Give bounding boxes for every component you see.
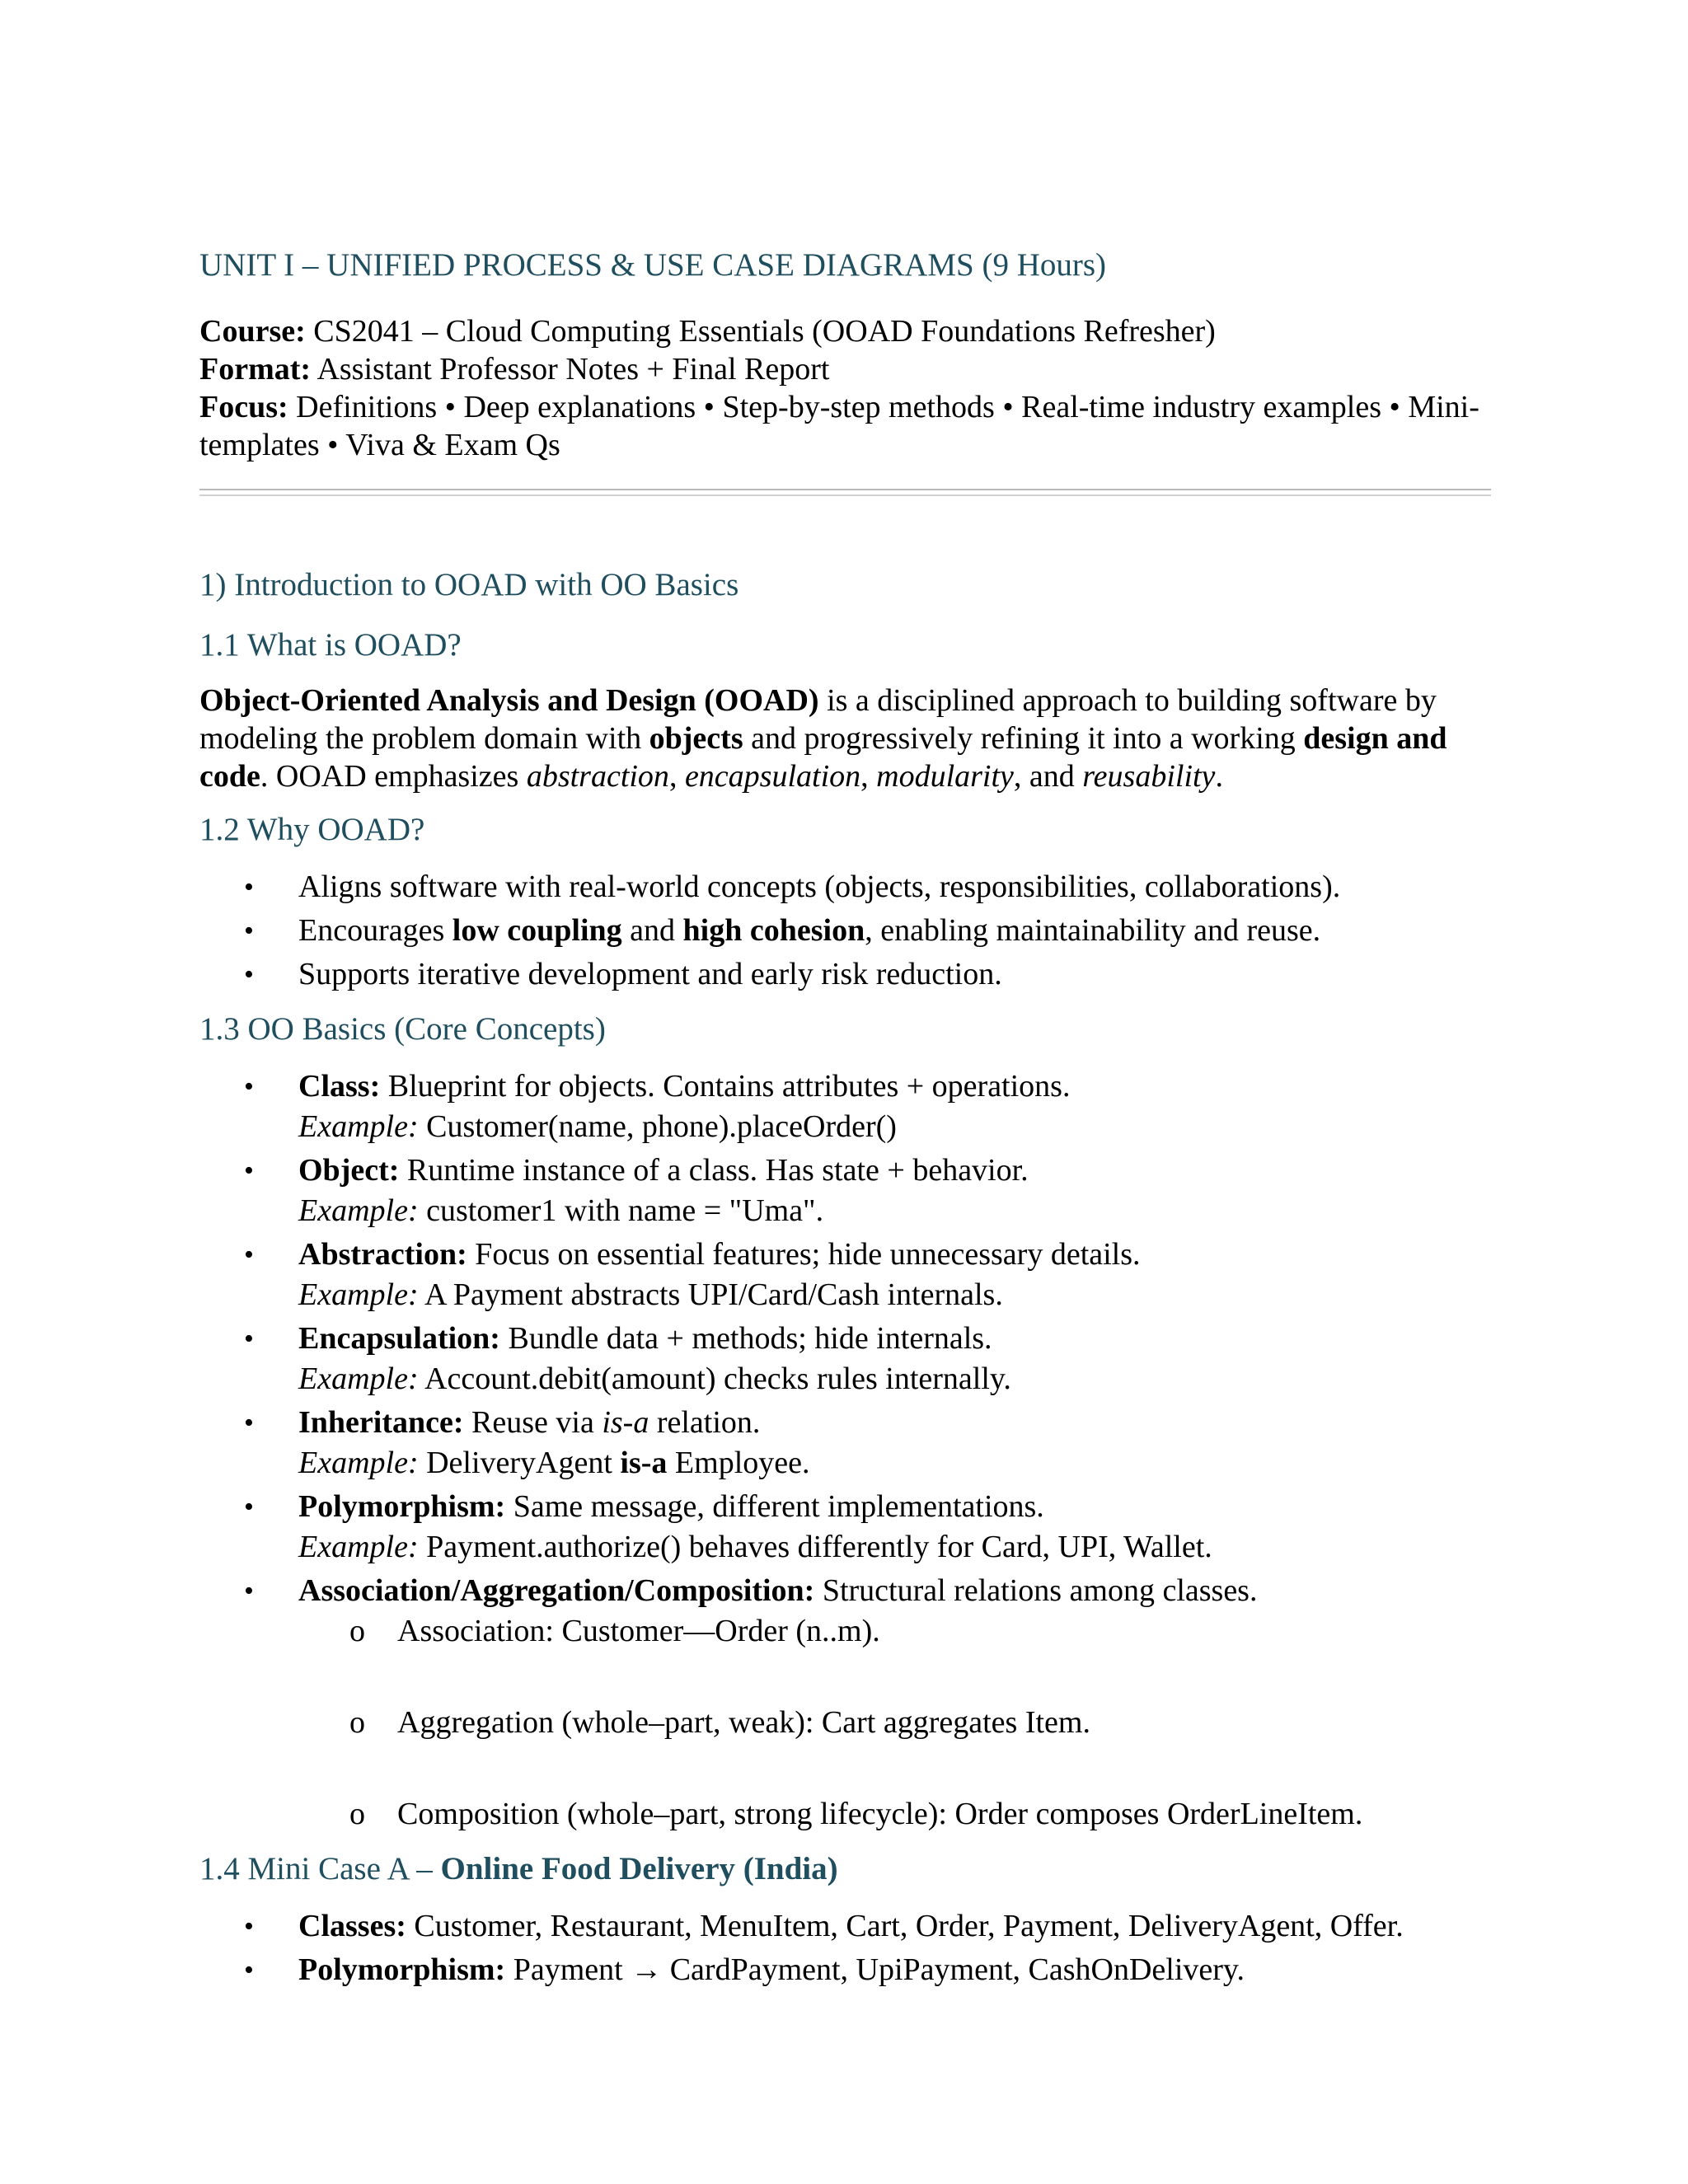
list-item-relations — [199, 1571, 1502, 1835]
section-1-4-heading — [199, 1849, 1502, 1890]
list-item — [199, 867, 1502, 907]
text-run: and progressively refining it into a working — [743, 721, 1304, 757]
bold-run: low coupling — [452, 913, 622, 948]
focus-value: Definitions • Deep explanations • Step-by-step methods • Real-time industry examples • Mini-templates • Viva & Exam Qs — [199, 389, 1479, 462]
term-label: Inheritance: — [298, 1404, 464, 1440]
sub-item-text: Aggregation (whole–part, weak): Cart aggregates Item. — [397, 1704, 1090, 1740]
sub-list-item — [298, 1611, 1502, 1652]
example-line — [298, 1191, 1502, 1231]
list-item-abstraction — [199, 1235, 1502, 1315]
list-item-inheritance — [199, 1403, 1502, 1483]
section-1-3-heading: 1.3 OO Basics (Core Concepts) — [199, 1011, 606, 1047]
sub-list-item — [298, 1794, 1502, 1835]
italic-run: modularity — [876, 759, 1014, 794]
example-text: customer1 with name = "Uma". — [418, 1193, 824, 1228]
text-run: , and — [1013, 759, 1083, 794]
example-text: A Payment abstracts UPI/Card/Cash internals. — [418, 1277, 1003, 1312]
bullet-icon: • — [244, 1575, 254, 1606]
text-run: is a disciplined approach to building software by modeling the problem domain with — [199, 683, 1437, 757]
term-text: Reuse via — [463, 1404, 603, 1440]
list-item — [199, 1906, 1502, 1947]
term-label: Association/Aggregation/Composition: — [298, 1572, 815, 1608]
text-run: and — [621, 913, 683, 948]
focus-label: Focus: — [199, 389, 288, 424]
italic-run: reusability — [1082, 759, 1216, 794]
ooad-term: Object-Oriented Analysis and Design (OOAD) — [199, 683, 819, 719]
example-label: Example: — [298, 1361, 419, 1396]
list-item-encapsulation — [199, 1319, 1502, 1399]
bullet-icon: • — [244, 872, 254, 902]
example-line — [298, 1527, 1502, 1568]
bullet-icon: • — [244, 1954, 254, 1985]
section-1-1-heading: 1.1 What is OOAD? — [199, 626, 462, 663]
term-label: Polymorphism: — [298, 1488, 506, 1524]
term-label: Abstraction: — [298, 1236, 467, 1272]
list-item-polymorphism — [199, 1487, 1502, 1568]
relations-sublist — [298, 1611, 1502, 1835]
bold-run: high cohesion — [682, 913, 865, 948]
text-run: , — [668, 759, 685, 794]
format-line — [199, 350, 1502, 388]
term-label: Polymorphism: — [298, 1952, 506, 1987]
horizontal-divider — [199, 489, 1491, 496]
term-text: Customer, Restaurant, MenuItem, Cart, Order, Payment, DeliveryAgent, Offer. — [406, 1908, 1404, 1943]
bullet-icon: • — [244, 1155, 254, 1186]
list-item-class — [199, 1066, 1502, 1147]
circle-bullet-icon: o — [349, 1613, 365, 1648]
example-label: Example: — [298, 1529, 419, 1564]
course-value: CS2041 – Cloud Computing Essentials (OOAD Foundations Refresher) — [305, 313, 1216, 349]
list-item — [199, 911, 1502, 951]
italic-run: is-a — [602, 1404, 649, 1440]
circle-bullet-icon: o — [349, 1704, 365, 1740]
example-label: Example: — [298, 1108, 419, 1144]
term-text: Structural relations among classes. — [814, 1572, 1258, 1608]
list-item-text: Supports iterative development and early risk reduction. — [298, 957, 1002, 991]
bullet-icon: • — [244, 1323, 254, 1354]
bullet-icon: • — [244, 1910, 254, 1942]
term-text: Same message, different implementations. — [505, 1488, 1044, 1524]
mini-case-list — [199, 1906, 1502, 1990]
list-item-text: Aligns software with real-world concepts (objects, responsibilities, collaborations). — [298, 869, 1341, 904]
unit-title: UNIT I – UNIFIED PROCESS & USE CASE DIAGRAMS (9 Hours) — [199, 247, 1107, 283]
term-text: Focus on essential features; hide unnecessary details. — [467, 1236, 1141, 1272]
bullet-icon: • — [244, 1239, 254, 1270]
term-label: Encapsulation: — [298, 1320, 500, 1356]
sub-item-text: Composition (whole–part, strong lifecycle): Order composes OrderLineItem. — [397, 1796, 1363, 1831]
section-1-heading: 1) Introduction to OOAD with OO Basics — [199, 566, 739, 602]
bullet-icon: • — [244, 1407, 254, 1438]
text-run: , — [860, 759, 877, 794]
example-line — [298, 1275, 1502, 1315]
term-label: Classes: — [298, 1908, 406, 1943]
list-item-object — [199, 1151, 1502, 1231]
why-ooad-list — [199, 867, 1502, 995]
document-content — [199, 246, 1502, 2005]
term-label: Object: — [298, 1152, 400, 1188]
example-line — [298, 1443, 1502, 1483]
format-label: Format: — [199, 351, 312, 387]
course-meta — [199, 312, 1502, 464]
bold-run: is-a — [620, 1445, 668, 1480]
term-text: Runtime instance of a class. Has state + behavior. — [399, 1152, 1029, 1188]
example-text: Payment.authorize() behaves differently for Card, UPI, Wallet. — [418, 1529, 1212, 1564]
example-text: Account.debit(amount) checks rules internally. — [418, 1361, 1011, 1396]
example-line — [298, 1359, 1502, 1399]
bullet-icon: • — [244, 916, 254, 946]
list-item — [199, 1950, 1502, 1990]
term-text: Payment → CardPayment, UpiPayment, CashOnDelivery. — [505, 1952, 1245, 1987]
term-text: Blueprint for objects. Contains attributes + operations. — [380, 1068, 1071, 1104]
course-line — [199, 312, 1502, 350]
text-run: . — [1215, 759, 1223, 794]
example-label: Example: — [298, 1445, 419, 1480]
circle-bullet-icon: o — [349, 1796, 365, 1831]
bullet-icon: • — [244, 1491, 254, 1522]
course-label: Course: — [199, 313, 306, 349]
example-label: Example: — [298, 1193, 419, 1228]
italic-run: abstraction — [526, 759, 669, 794]
example-text: DeliveryAgent — [418, 1445, 621, 1480]
bold-run: objects — [649, 721, 743, 757]
bullet-icon: • — [244, 959, 254, 990]
example-text: Customer(name, phone).placeOrder() — [418, 1108, 897, 1144]
text-run: Encourages — [298, 913, 452, 948]
heading-text: 1.4 Mini Case A – — [199, 1850, 441, 1886]
term-text: relation. — [649, 1404, 761, 1440]
heading-bold: Online Food Delivery (India) — [440, 1850, 838, 1886]
oo-basics-list — [199, 1066, 1502, 1835]
text-run: . OOAD emphasizes — [260, 759, 527, 794]
example-text: Employee. — [667, 1445, 810, 1480]
section-1-2-heading: 1.2 Why OOAD? — [199, 812, 425, 848]
format-value: Assistant Professor Notes + Final Report — [311, 351, 830, 387]
sub-item-text: Association: Customer—Order (n..m). — [397, 1613, 880, 1648]
sub-list-item — [298, 1703, 1502, 1743]
list-item — [199, 954, 1502, 995]
ooad-definition-paragraph — [199, 682, 1502, 795]
bullet-icon: • — [244, 1071, 254, 1102]
example-line — [298, 1107, 1502, 1147]
focus-line — [199, 388, 1502, 464]
bold-run: design and code — [199, 721, 1447, 794]
term-text: Bundle data + methods; hide internals. — [499, 1320, 992, 1356]
text-run: , enabling maintainability and reuse. — [865, 913, 1321, 948]
italic-run: encapsulation — [684, 759, 861, 794]
term-label: Class: — [298, 1068, 381, 1104]
example-label: Example: — [298, 1277, 419, 1312]
